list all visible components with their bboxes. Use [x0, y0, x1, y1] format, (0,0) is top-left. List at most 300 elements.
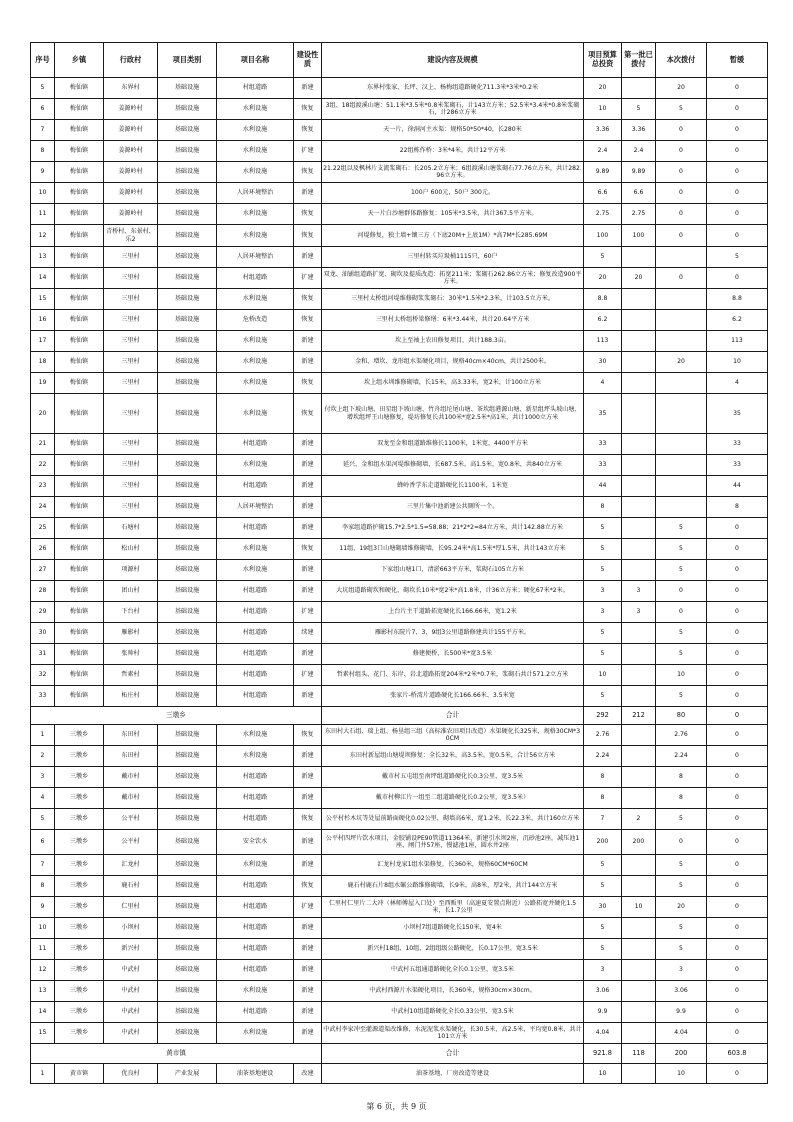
cell-nature: 恢复: [294, 539, 322, 560]
cell-category: 基础设施: [158, 120, 217, 141]
cell-seq: 15: [31, 289, 55, 310]
cell-category: 基础设施: [158, 581, 217, 602]
cell-seq: 30: [31, 623, 55, 644]
cell-category: 基础设施: [158, 141, 217, 162]
table-row: [31, 939, 768, 960]
cell-current: 5: [656, 855, 707, 876]
cell-nature: 扩建: [294, 141, 322, 162]
cell-town: 梅仙镇: [55, 310, 104, 331]
cell-first: 3.36: [622, 120, 656, 141]
cell-deferred: 8: [707, 497, 768, 518]
cell-project: 村组道路: [217, 434, 294, 455]
cell-project: 村组道路: [217, 918, 294, 939]
cell-village: 张帅村: [104, 644, 158, 665]
cell-budget: 3: [584, 602, 622, 623]
cell-seq: 14: [31, 1002, 55, 1023]
cell-first: [622, 725, 656, 746]
cell-seq: 17: [31, 331, 55, 352]
cell-first: 2.75: [622, 204, 656, 225]
cell-first: [622, 767, 656, 788]
cell-deferred: 0: [707, 1023, 768, 1044]
cell-town: 梅仙镇: [55, 581, 104, 602]
cell-budget: 9.9: [584, 1002, 622, 1023]
cell-category: 基础设施: [158, 918, 217, 939]
cell-content: 东界村张家、长坪、汉上、杨梅组道路硬化711.3米*3米*0.2米: [322, 78, 584, 99]
cell-first: [622, 394, 656, 434]
cell-village: 新兴村: [104, 939, 158, 960]
table-row: [31, 310, 768, 331]
table-row: [31, 830, 768, 855]
cell-first: [622, 939, 656, 960]
table-row: [31, 686, 768, 707]
subtotal-budget: 292: [584, 707, 622, 725]
cell-current: 5: [656, 560, 707, 581]
cell-town: 三墩乡: [55, 1023, 104, 1044]
cell-current: 0: [656, 225, 707, 247]
header-seq: 序号: [31, 43, 55, 78]
cell-project: 村组道路: [217, 897, 294, 918]
cell-deferred: 4: [707, 373, 768, 394]
cell-nature: 扩建: [294, 665, 322, 686]
cell-nature: 新建: [294, 331, 322, 352]
cell-category: 基础设施: [158, 960, 217, 981]
cell-current: 0: [656, 141, 707, 162]
cell-first: 200: [622, 830, 656, 855]
cell-first: [622, 352, 656, 373]
cell-nature: 新建: [294, 830, 322, 855]
cell-deferred: 0: [707, 830, 768, 855]
cell-category: 基础设施: [158, 876, 217, 897]
cell-town: 梅仙镇: [55, 225, 104, 247]
cell-content: 鹿石村鹿石片8组水碾公路维修砌墙，长9米，高8米，厚2米，共计144立方米: [322, 876, 584, 897]
cell-village: 东界村: [104, 78, 158, 99]
cell-town: 三墩乡: [55, 746, 104, 767]
cell-town: 梅仙镇: [55, 665, 104, 686]
table-row: [31, 518, 768, 539]
cell-content: 戴市村五屯组至南坪组道路硬化长0.3公里，宽3.5米: [322, 767, 584, 788]
cell-village: 柘庄村: [104, 686, 158, 707]
cell-category: 基础设施: [158, 268, 217, 289]
cell-category: 基础设施: [158, 746, 217, 767]
cell-content: 11组、19组3口山塘砌墙维修砌墙，长95.24米*高1.5米*厚1.5米，共计143立方米: [322, 539, 584, 560]
cell-category: 产业发展: [158, 1064, 217, 1084]
cell-content: 坎上组水圳维修砌墙，长15米，高3.33米，宽2米，计100立方米: [322, 373, 584, 394]
cell-first: [622, 560, 656, 581]
cell-content: 中武村西源片水渠硬化项目，长360米，规格30cm×30cm。: [322, 981, 584, 1002]
cell-village: 姜源岭村: [104, 141, 158, 162]
cell-project: 村组道路: [217, 939, 294, 960]
table-container: [30, 42, 768, 1084]
cell-deferred: 0: [707, 268, 768, 289]
cell-budget: 44: [584, 476, 622, 497]
cell-first: [622, 788, 656, 809]
header-nature: 建设性质: [294, 43, 322, 78]
cell-seq: 6: [31, 830, 55, 855]
cell-village: 青桥村、东景村、乐2: [104, 225, 158, 247]
cell-budget: 35: [584, 394, 622, 434]
town-section-label: 黄市镇: [31, 1044, 322, 1064]
cell-village: 项源村: [104, 560, 158, 581]
cell-seq: 13: [31, 247, 55, 268]
table-row: [31, 120, 768, 141]
cell-first: [622, 373, 656, 394]
cell-town: 梅仙镇: [55, 247, 104, 268]
cell-current: 10: [656, 665, 707, 686]
cell-village: 团山村: [104, 581, 158, 602]
header-category: 项目类别: [158, 43, 217, 78]
cell-deferred: 0: [707, 644, 768, 665]
cell-category: 基础设施: [158, 373, 217, 394]
cell-nature: 新建: [294, 686, 322, 707]
cell-nature: 扩建: [294, 268, 322, 289]
cell-town: 三墩乡: [55, 767, 104, 788]
cell-project: 水利设施: [217, 560, 294, 581]
cell-village: 姜源岭村: [104, 162, 158, 183]
cell-seq: 12: [31, 960, 55, 981]
cell-nature: 新建: [294, 78, 322, 99]
cell-town: 梅仙镇: [55, 183, 104, 204]
cell-village: 鹿石村: [104, 876, 158, 897]
cell-content: 金和、增坎、龙形组水渠硬化项目，规格40cm×40cm，共计2500米。: [322, 352, 584, 373]
cell-seq: 4: [31, 788, 55, 809]
cell-town: 梅仙镇: [55, 623, 104, 644]
cell-current: 8: [656, 767, 707, 788]
cell-nature: 扩建: [294, 897, 322, 918]
table-row: [31, 539, 768, 560]
cell-village: 三里村: [104, 352, 158, 373]
cell-content: 三里村太桥组桥梁修缮：6米*3.44米，共计20.64平方米: [322, 310, 584, 331]
cell-nature: 新建: [294, 855, 322, 876]
cell-deferred: 0: [707, 665, 768, 686]
cell-village: 三里村: [104, 289, 158, 310]
subtotal-row: [31, 1044, 768, 1064]
cell-town: 三墩乡: [55, 960, 104, 981]
cell-nature: 改建: [294, 1064, 322, 1084]
cell-project: 村组道路: [217, 518, 294, 539]
cell-town: 三墩乡: [55, 788, 104, 809]
cell-category: 基础设施: [158, 455, 217, 476]
cell-seq: 6: [31, 99, 55, 120]
header-current: 本次拨付: [656, 43, 707, 78]
cell-village: 三里村: [104, 434, 158, 455]
cell-budget: 2.75: [584, 204, 622, 225]
cell-village: 石塘村: [104, 518, 158, 539]
cell-category: 基础设施: [158, 725, 217, 746]
cell-village: 中武村: [104, 960, 158, 981]
cell-project: 村组道路: [217, 78, 294, 99]
cell-village: 姜源岭村: [104, 120, 158, 141]
cell-current: [656, 476, 707, 497]
cell-content: 东田村新屋组山塘堤坝修复：全长32米，高3.5米，宽0.5米，合计56立方米: [322, 746, 584, 767]
cell-deferred: 0: [707, 1064, 768, 1084]
cell-first: [622, 289, 656, 310]
subtotal-deferred: 603.8: [707, 1044, 768, 1064]
cell-village: 中武村: [104, 1023, 158, 1044]
cell-project: 水利设施: [217, 225, 294, 247]
cell-nature: 恢复: [294, 876, 322, 897]
table-row: [31, 725, 768, 746]
cell-deferred: 0: [707, 855, 768, 876]
cell-content: 东田村大石组、瑞上组、杨垦组三组（高标准农田项目改造）水渠硬化长325米，规格30CM*30CM: [322, 725, 584, 746]
cell-content: 汇龙村龙家1组水渠修复，长360米，规格60CM*60CM: [322, 855, 584, 876]
cell-budget: 8: [584, 497, 622, 518]
cell-project: 村组道路: [217, 809, 294, 830]
cell-deferred: 0: [707, 686, 768, 707]
cell-project: 村组道路: [217, 581, 294, 602]
cell-current: 3.06: [656, 981, 707, 1002]
cell-seq: 20: [31, 394, 55, 434]
cell-deferred: 35: [707, 394, 768, 434]
cell-budget: 30: [584, 897, 622, 918]
cell-deferred: 0: [707, 204, 768, 225]
cell-content: 中武村10组道路硬化全长0.33公里，宽3.5米: [322, 1002, 584, 1023]
cell-village: 戴市村: [104, 788, 158, 809]
cell-town: 梅仙镇: [55, 560, 104, 581]
cell-content: 蜂岭香学东走道路硬化长1100米，1米宽: [322, 476, 584, 497]
cell-town: 梅仙镇: [55, 644, 104, 665]
cell-project: 水利设施: [217, 204, 294, 225]
cell-town: 三墩乡: [55, 830, 104, 855]
cell-nature: 恢复: [294, 289, 322, 310]
header-row: [31, 43, 768, 78]
cell-current: 20: [656, 352, 707, 373]
cell-deferred: 33: [707, 434, 768, 455]
cell-project: 水利设施: [217, 539, 294, 560]
cell-current: 2.76: [656, 725, 707, 746]
cell-current: 20: [656, 897, 707, 918]
cell-nature: 恢复: [294, 204, 322, 225]
table-row: [31, 225, 768, 247]
cell-seq: 10: [31, 918, 55, 939]
cell-content: 戴市村柳江片一组至二组道路硬化长0.2公里，宽3.5米）: [322, 788, 584, 809]
cell-nature: 新建: [294, 455, 322, 476]
cell-nature: 新建: [294, 183, 322, 204]
cell-town: 梅仙镇: [55, 120, 104, 141]
cell-project: 水利设施: [217, 331, 294, 352]
cell-nature: 新建: [294, 247, 322, 268]
subtotal-current: 80: [656, 707, 707, 725]
cell-village: 三里村: [104, 394, 158, 434]
cell-first: [622, 918, 656, 939]
cell-first: 5: [622, 99, 656, 120]
cell-content: 付坎上组下坡山塘、田星组下坡山塘、竹舟组坨尾山塘、茶坎组港源山塘、新星组坪头坡山塘、增坎组坪王山塘修复，堤坊修复长共100米*宽2.5米*高1米，共计1000立方米: [322, 394, 584, 434]
subtotal-label: 合计: [322, 707, 584, 725]
cell-town: 梅仙镇: [55, 434, 104, 455]
cell-deferred: 0: [707, 225, 768, 247]
cell-deferred: 0: [707, 99, 768, 120]
table-row: [31, 602, 768, 623]
cell-project: 水利设施: [217, 394, 294, 434]
cell-category: 基础设施: [158, 539, 217, 560]
cell-category: 基础设施: [158, 1002, 217, 1023]
cell-deferred: 0: [707, 918, 768, 939]
table-row: [31, 352, 768, 373]
cell-budget: 2.76: [584, 725, 622, 746]
cell-project: 村组道路: [217, 960, 294, 981]
cell-nature: 新建: [294, 918, 322, 939]
table-row: [31, 434, 768, 455]
cell-seq: 11: [31, 939, 55, 960]
table-row: [31, 141, 768, 162]
cell-budget: 5: [584, 623, 622, 644]
cell-town: 三墩乡: [55, 855, 104, 876]
cell-project: 村组道路: [217, 665, 294, 686]
cell-content: 中武村五组通道路硬化全长0.1公里，宽3.5米: [322, 960, 584, 981]
table-body: [31, 78, 768, 1084]
subtotal-current: 200: [656, 1044, 707, 1064]
cell-project: 水利设施: [217, 162, 294, 183]
cell-project: 水利设施: [217, 289, 294, 310]
cell-deferred: 0: [707, 939, 768, 960]
cell-budget: 20: [584, 78, 622, 99]
cell-first: [622, 746, 656, 767]
cell-category: 基础设施: [158, 204, 217, 225]
cell-seq: 16: [31, 310, 55, 331]
cell-project: 村组道路: [217, 788, 294, 809]
cell-category: 基础设施: [158, 897, 217, 918]
cell-content: 哲素村组头、花门、东岸、岩北道路拓宽204米*2米*0.7米，浆砌石共计571.2立方米: [322, 665, 584, 686]
table-row: [31, 1002, 768, 1023]
cell-first: [622, 665, 656, 686]
cell-content: 天一片白沙塘群体路修复：105米*3.5米，共计367.5平方米。: [322, 204, 584, 225]
cell-first: 20: [622, 268, 656, 289]
town-section-label: 三墩乡: [31, 707, 322, 725]
cell-nature: 恢复: [294, 394, 322, 434]
cell-current: [656, 434, 707, 455]
table-row: [31, 99, 768, 120]
cell-town: 三墩乡: [55, 897, 104, 918]
cell-current: 0: [656, 581, 707, 602]
cell-category: 基础设施: [158, 809, 217, 830]
cell-project: 油茶基地建设: [217, 1064, 294, 1084]
cell-project: 村组道路: [217, 686, 294, 707]
table-row: [31, 809, 768, 830]
cell-budget: 10: [584, 99, 622, 120]
table-row: [31, 918, 768, 939]
table-row: [31, 497, 768, 518]
cell-nature: 新建: [294, 981, 322, 1002]
cell-deferred: 0: [707, 767, 768, 788]
cell-content: 新兴村18组、10组、2组组级公路硬化，长0.17公里，宽3.5米: [322, 939, 584, 960]
cell-seq: 29: [31, 602, 55, 623]
cell-deferred: 0: [707, 539, 768, 560]
cell-content: 坎上至袖上农田修复项目，共计188.3亩。: [322, 331, 584, 352]
cell-budget: 8.8: [584, 289, 622, 310]
cell-town: 梅仙镇: [55, 289, 104, 310]
cell-current: 5: [656, 809, 707, 830]
cell-nature: 新建: [294, 960, 322, 981]
cell-nature: 新建: [294, 476, 322, 497]
cell-project: 人居环境整治: [217, 497, 294, 518]
table-row: [31, 204, 768, 225]
cell-town: 三墩乡: [55, 725, 104, 746]
subtotal-first: 118: [622, 1044, 656, 1064]
cell-budget: 4: [584, 373, 622, 394]
cell-category: 基础设施: [158, 289, 217, 310]
cell-nature: 新建: [294, 560, 322, 581]
cell-category: 基础设施: [158, 183, 217, 204]
cell-first: [622, 539, 656, 560]
cell-nature: 新建: [294, 581, 322, 602]
cell-content: 三里村太桥组河堤维修砌浆浆砌石：30米*1.5米*2.3米，计103.5立方米。: [322, 289, 584, 310]
cell-current: [656, 497, 707, 518]
cell-budget: 5: [584, 539, 622, 560]
cell-content: 公平村四坪片饮水项目，金胶铺设PE90管道11364米，新建引水坝2座，沉砂池2座，减压池1座，闸门井57座，慢滤池1座，圆水井2座: [322, 830, 584, 855]
cell-first: [622, 434, 656, 455]
cell-project: 水利设施: [217, 373, 294, 394]
cell-town: 梅仙镇: [55, 455, 104, 476]
table-row: [31, 394, 768, 434]
cell-first: 2.4: [622, 141, 656, 162]
cell-first: [622, 623, 656, 644]
cell-budget: 6.6: [584, 183, 622, 204]
cell-project: 村组道路: [217, 1002, 294, 1023]
cell-town: 梅仙镇: [55, 268, 104, 289]
cell-content: 100户 600元，50户 300元。: [322, 183, 584, 204]
cell-first: [622, 247, 656, 268]
cell-project: 水利设施: [217, 120, 294, 141]
cell-content: 双龙、油铺组道路扩宽、砌坎及提质改造：拓宽211米；浆砌石262.86立方米；修复改造900平方米。: [322, 268, 584, 289]
cell-content: 中武村李家冲至灌源道渠改维修，水泥泥浆水渠硬化，长30.5米，高2.5米，平均宽0.8米，共计101立方米: [322, 1023, 584, 1044]
cell-category: 基础设施: [158, 352, 217, 373]
cell-deferred: 113: [707, 331, 768, 352]
cell-content: 修建便桥，长500米*宽3.5米: [322, 644, 584, 665]
cell-village: 东田村: [104, 746, 158, 767]
table-row: [31, 78, 768, 99]
cell-content: 公平村杉木坑等处屋前路面硬化0.02公里，砌墙高6米，宽1.2米，长22.3米，共计160立方米: [322, 809, 584, 830]
cell-nature: 新建: [294, 939, 322, 960]
header-town: 乡镇: [55, 43, 104, 78]
header-content: 建设内容及规模: [322, 43, 584, 78]
cell-town: 三墩乡: [55, 918, 104, 939]
cell-village: 姜源岭村: [104, 204, 158, 225]
cell-budget: 3: [584, 581, 622, 602]
cell-nature: 恢复: [294, 225, 322, 247]
cell-project: 村组道路: [217, 876, 294, 897]
cell-current: 2.24: [656, 746, 707, 767]
cell-first: [622, 855, 656, 876]
cell-budget: 5: [584, 644, 622, 665]
cell-project: 水利设施: [217, 855, 294, 876]
table-row: [31, 560, 768, 581]
cell-nature: 恢复: [294, 162, 322, 183]
cell-project: 村组道路: [217, 767, 294, 788]
subtotal-deferred: 0: [707, 707, 768, 725]
table-row: [31, 767, 768, 788]
cell-current: 0: [656, 162, 707, 183]
cell-deferred: 0: [707, 162, 768, 183]
cell-budget: 10: [584, 1064, 622, 1084]
cell-first: [622, 455, 656, 476]
cell-first: [622, 1002, 656, 1023]
cell-town: 梅仙镇: [55, 162, 104, 183]
cell-first: 2: [622, 809, 656, 830]
cell-deferred: 0: [707, 581, 768, 602]
cell-current: 8: [656, 788, 707, 809]
cell-nature: 新建: [294, 1023, 322, 1044]
cell-category: 基础设施: [158, 1023, 217, 1044]
cell-first: [622, 78, 656, 99]
header-budget: 项目预算总投资: [584, 43, 622, 78]
cell-content: 河堤修复，独土墙+镶三方（下底20M+上底1M）*高7M*长285.69M: [322, 225, 584, 247]
cell-seq: 32: [31, 665, 55, 686]
cell-content: 21.22组以及枫林片支流浆砌石：长205.2立方米；6组渡溪山塘浆砌石77.76立方米，共计282.96立方米。: [322, 162, 584, 183]
cell-project: 水利设施: [217, 99, 294, 120]
table-row: [31, 268, 768, 289]
cell-seq: 22: [31, 455, 55, 476]
cell-seq: 3: [31, 767, 55, 788]
cell-village: 三里村: [104, 455, 158, 476]
